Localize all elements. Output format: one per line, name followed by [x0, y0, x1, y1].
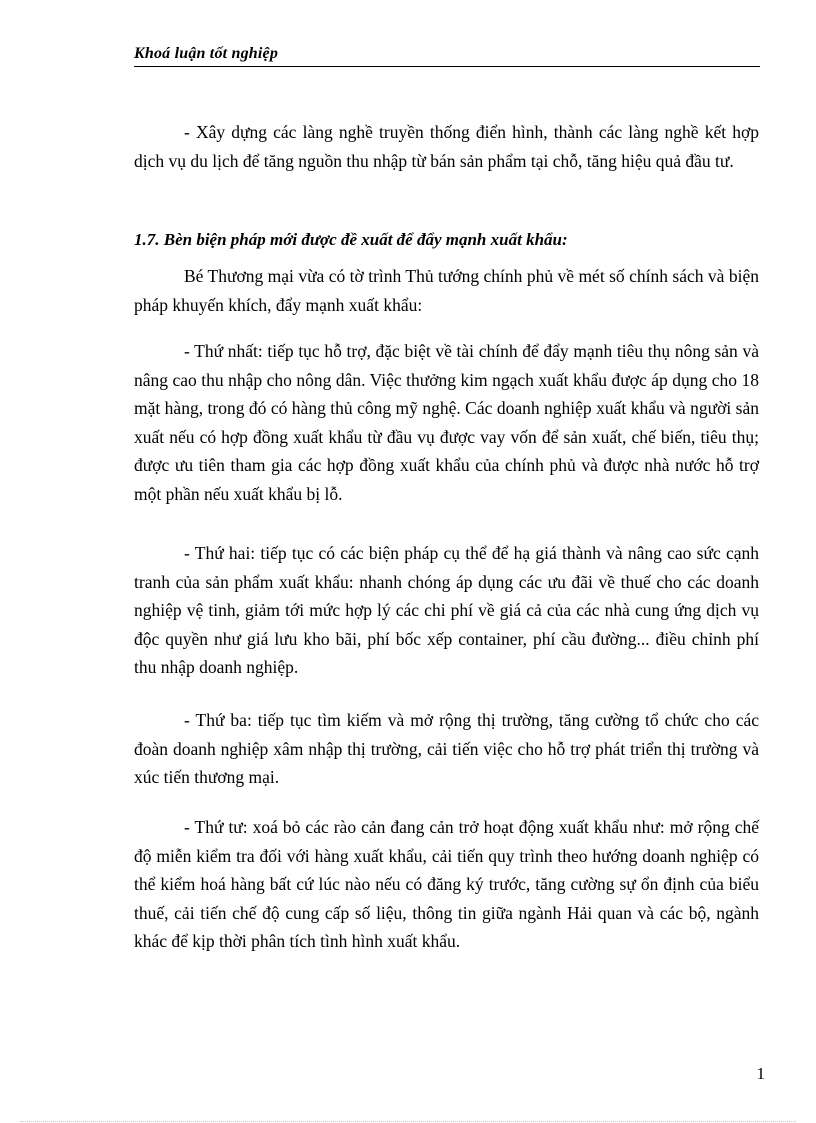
- paragraph-block-4: [134, 706, 759, 792]
- footer-divider: [20, 1121, 796, 1122]
- paragraph-block-1: [134, 262, 759, 319]
- paragraph-block-2: [134, 337, 759, 508]
- header-title: Khoá luận tốt nghiệp: [134, 45, 279, 62]
- intro-block: [134, 118, 759, 175]
- body-paragraph: - Thứ nhất: tiếp tục hỗ trợ, đặc biệt về tài chính để đẩy mạnh tiêu thụ nông sản và nâng cao thu nhập cho nông dân. Việc thưởng kim ngạch xuất khẩu được áp dụng cho 18 mặt hàng, trong đó có hàng thủ công mỹ nghệ. Các doanh nghiệp xuất khẩu và người sản xuất nếu có hợp đồng xuất khẩu từ đầu vụ được vay vốn để sản xuất, chế biến, tiêu thụ; được ưu tiên tham gia các hợp đồng xuất khẩu của chính phủ và được nhà nước hỗ trợ một phần nếu xuất khẩu bị lỗ.: [134, 341, 759, 504]
- section-heading-block: [134, 226, 759, 254]
- body-paragraph: - Thứ ba: tiếp tục tìm kiếm và mở rộng thị trường, tăng cường tổ chức cho các đoàn doanh nghiệp xâm nhập thị trường, cải tiến việc cho hỗ trợ phát triển thị trường và xúc tiến thương mại.: [134, 710, 759, 787]
- section-heading: 1.7. Bèn biện pháp mới được đề xuất để đẩy mạnh xuất khẩu:: [134, 230, 568, 249]
- intro-paragraph: - Xây dựng các làng nghề truyền thống điển hình, thành các làng nghề kết hợp dịch vụ du lịch để tăng nguồn thu nhập từ bán sản phẩm tại chỗ, tăng hiệu quả đầu tư.: [134, 122, 759, 171]
- body-paragraph: - Thứ hai: tiếp tục có các biện pháp cụ thể để hạ giá thành và nâng cao sức cạnh tranh của sản phẩm xuất khẩu: nhanh chóng áp dụng các ưu đãi về thuế cho các doanh nghiệp vệ tinh, giảm tới mức hợp lý các chi phí về giá cả của các nhà cung ứng dịch vụ độc quyền như giá lưu kho bãi, phí bốc xếp container, phí cầu đường... điều chỉnh phí thu nhập doanh nghiệp.: [134, 543, 759, 677]
- paragraph-block-3: [134, 539, 759, 682]
- body-paragraph: - Thứ tư: xoá bỏ các rào cản đang cản trở hoạt động xuất khẩu như: mở rộng chế độ miễn kiểm tra đối với hàng xuất khẩu, cải tiến quy trình theo hướng doanh nghiệp có thể kiểm hoá hàng bất cứ lúc nào nếu có đăng ký trước, tăng cường sự ổn định của biểu thuế, cải tiến chế độ cung cấp số liệu, thông tin giữa ngành Hải quan và các bộ, ngành khác để kịp thời phân tích tình hình xuất khẩu.: [134, 817, 759, 951]
- page-number: 1: [756, 1064, 765, 1083]
- body-paragraph: Bé Thương mại vừa có tờ trình Thủ tướng chính phủ về mét số chính sách và biện pháp khuyến khích, đẩy mạnh xuất khẩu:: [134, 266, 759, 315]
- page-header: [134, 44, 760, 67]
- paragraph-block-5: [134, 813, 759, 956]
